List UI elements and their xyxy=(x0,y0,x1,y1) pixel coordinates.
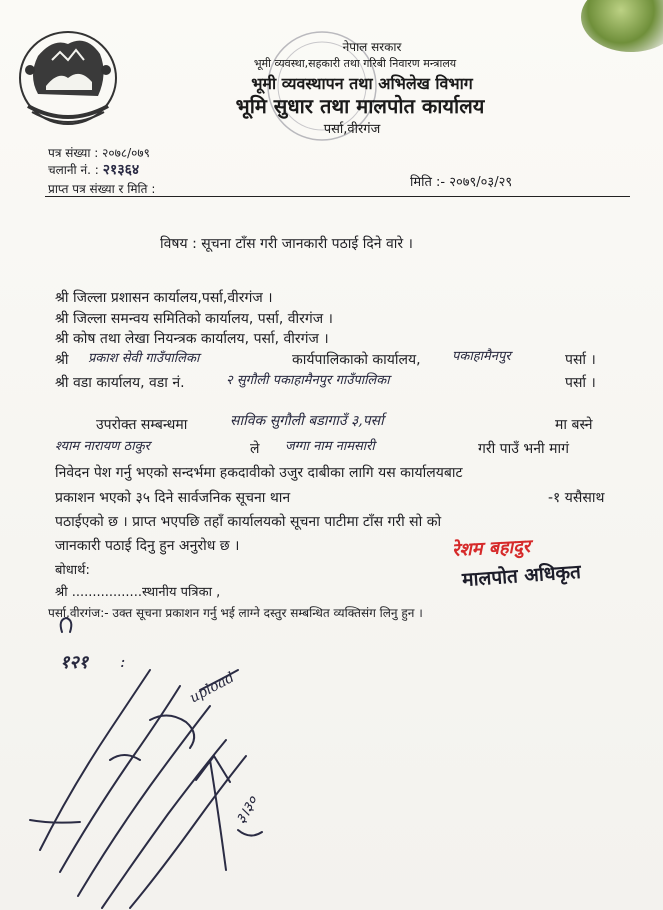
corner-stain xyxy=(581,0,663,52)
dispatch-number xyxy=(48,160,139,179)
body-line-4b: -१ यसैसाथ xyxy=(548,490,605,506)
addressee-4-handwritten-2: पकाहामैनपुर xyxy=(452,349,511,364)
body-line-1-start: उपरोक्त सम्बन्धमा xyxy=(96,417,188,433)
handwritten-upload: upload xyxy=(187,669,238,707)
government-emblem-icon xyxy=(8,16,128,136)
subject-line: विषय : सूचना टाँस गरी जानकारी पठाई दिने वारे । xyxy=(160,236,413,252)
header-country: नेपाल सरकार xyxy=(342,40,402,54)
body-line-2-end: गरी पाउँ भनी मागं xyxy=(478,441,569,457)
addressee-5-suffix: पर्सा । xyxy=(565,375,596,391)
addressee-4-prefix: श्री xyxy=(55,352,69,368)
addressee-3: श्री कोष तथा लेखा नियन्त्रक कार्यालय, पर्सा, वीरगंज । xyxy=(55,331,329,347)
dispatch-label: चलानी नं. : xyxy=(48,163,99,177)
letter-date: मिति :- २०७९/०३/२९ xyxy=(410,175,513,190)
cc-line-1: श्री .................स्थानीय पत्रिका , xyxy=(55,585,221,600)
addressee-4-handwritten: प्रकाश सेवी गाउँपालिका xyxy=(88,351,200,366)
letter-number: पत्र संख्या : २०७८/०७९ xyxy=(48,146,150,160)
handwritten-scribbles xyxy=(0,610,663,910)
addressee-2: श्री जिल्ला समन्वय समितिको कार्यालय, पर्सा, वीरगंज । xyxy=(55,311,333,327)
dispatch-value: २१३६४ xyxy=(102,162,140,178)
officer-title-stamp: मालपोत अधिकृत xyxy=(461,560,582,592)
addressee-1: श्री जिल्ला प्रशासन कार्यालय,पर्सा,वीरगंज । xyxy=(55,290,273,306)
header-location: पर्सा,वीरगंज xyxy=(323,122,381,137)
cc-label: बोधार्थ: xyxy=(55,563,90,578)
handwritten-date: ३।३० xyxy=(231,792,262,828)
header-office: भूमि सुधार तथा मालपोत कार्यालय xyxy=(235,94,485,118)
signature-red: रेशम बहादुर xyxy=(451,535,531,562)
body-line-3: निवेदन पेश गर्नु भएको सन्दर्भमा हकदावीको उजुर दाबीका लागि यस कार्यालयबाट xyxy=(55,465,463,481)
received-letter: प्राप्त पत्र संख्या र मिति : xyxy=(48,182,156,196)
body-line-2-mid: ले xyxy=(250,441,260,457)
body-line-1-end: मा बस्ने xyxy=(555,417,593,433)
body-line-5: पठाईएको छ । प्राप्त भएपछि तहाँ कार्यालयको सूचना पाटीमा टाँस गरी सो को xyxy=(55,514,442,530)
body-line-6: जानकारी पठाई दिनु हुन अनुरोध छ । xyxy=(55,538,240,554)
addressee-4-middle: कार्यपालिकाको कार्यालय, xyxy=(292,352,421,368)
header-divider xyxy=(45,196,630,197)
header-ministry: भूमी व्यवस्था,सहकारी तथा गरिबी निवारण मन्त्रालय xyxy=(253,57,457,70)
body-line-1-handwritten: साविक सुगौली बडागाउँ ३,पर्सा xyxy=(230,413,384,429)
body-line-2-handwritten: श्याम नारायण ठाकुर xyxy=(55,439,150,454)
handwritten-colon: : xyxy=(120,652,126,671)
body-line-2-handwritten-2: जग्गा नाम नामसारी xyxy=(285,439,375,454)
body-line-4a: प्रकाशन भएको ३५ दिने सार्वजनिक सूचना थान xyxy=(55,490,291,506)
addressee-4-suffix: पर्सा । xyxy=(565,352,596,368)
handwritten-mark: १२१ xyxy=(60,652,89,673)
header-department: भूमी व्यवस्थापन तथा अभिलेख विभाग xyxy=(251,74,473,93)
addressee-5-handwritten: २ सुगौली पकाहामैनपुर गाउँपालिका xyxy=(226,373,390,388)
cc-line-2: पर्सा,वीरगंज:- उक्त सूचना प्रकाशन गर्नु भई लाग्ने दस्तुर सम्बन्धित व्यक्तिसंग लिनु हुन । xyxy=(48,606,423,620)
addressee-5-prefix: श्री वडा कार्यालय, वडा नं. xyxy=(55,375,185,391)
